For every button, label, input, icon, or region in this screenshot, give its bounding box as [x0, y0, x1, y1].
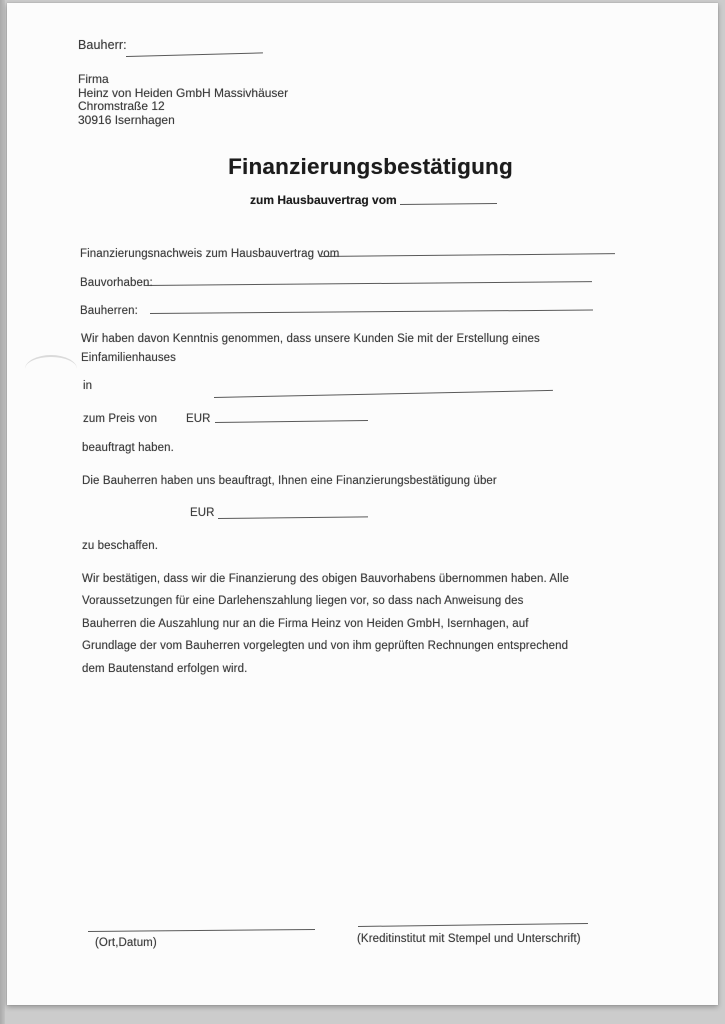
confirm-line: Grundlage der vom Bauherren vorgelegten und von ihm geprüften Rechnungen entsprechend	[82, 640, 569, 653]
beauftragt-text: beauftragt haben.	[82, 442, 174, 454]
kenntnis-line: Wir haben davon Kenntnis genommen, dass unsere Kunden Sie mit der Erstellung eines	[81, 333, 540, 345]
auftrag-text: Die Bauherren haben uns beauftragt, Ihnen eine Finanzierungsbestätigung über	[82, 475, 497, 487]
recipient-line-city: 30916 Isernhagen	[78, 112, 175, 127]
in-label: in	[83, 380, 93, 392]
bauherren-label: Bauherren:	[80, 305, 138, 317]
recipient-address	[78, 73, 288, 127]
nachweis-fill-line	[320, 253, 615, 257]
subtitle-date-fill-line	[400, 203, 497, 205]
confirm-line: Wir bestätigen, dass wir die Finanzierung des obigen Bauvorhabens übernommen haben. Alle	[82, 573, 569, 585]
document-subtitle: zum Hausbauvertrag vom	[250, 193, 397, 207]
recipient-line-firma: Firma	[78, 72, 109, 86]
recipient-line-street: Chromstraße 12	[78, 99, 165, 114]
kenntnis-line: Einfamilienhauses	[81, 352, 177, 364]
kreditinstitut-label: (Kreditinstitut mit Stempel und Unterschrift)	[357, 933, 581, 945]
eur-label: EUR	[186, 413, 211, 425]
bauvorhaben-fill-line	[145, 281, 592, 286]
kenntnis-paragraph	[81, 330, 540, 368]
confirm-line: Voraussetzungen für eine Darlehenszahlung liegen vor, so dass nach Anweisung des	[82, 595, 524, 608]
document-page	[7, 3, 718, 1005]
bauherr-fill-line	[126, 52, 263, 57]
beschaffen-text: zu beschaffen.	[82, 540, 158, 552]
confirm-paragraph	[82, 568, 569, 680]
bauherr-label: Bauherr:	[78, 38, 127, 52]
location-fill-line	[214, 390, 553, 398]
bauvorhaben-label: Bauvorhaben:	[80, 277, 153, 289]
signature-line-ort-datum	[88, 929, 315, 932]
confirm-line: dem Bautenstand erfolgen wird.	[82, 662, 248, 675]
recipient-line-company: Heinz von Heiden GmbH Massivhäuser	[78, 85, 289, 100]
signature-line-kreditinstitut	[358, 923, 588, 927]
ort-datum-label: (Ort,Datum)	[95, 937, 157, 949]
eur2-label: EUR	[190, 507, 215, 519]
nachweis-label: Finanzierungsnachweis zum Hausbauvertrag vom	[80, 248, 340, 260]
amount-fill-line	[218, 516, 368, 519]
scan-artifact-mark	[25, 355, 77, 383]
document-title: Finanzierungsbestätigung	[228, 154, 513, 179]
preis-label: zum Preis von	[83, 413, 158, 425]
price-fill-line	[215, 420, 368, 423]
bauherren-fill-line	[150, 310, 593, 314]
confirm-line: Bauherren die Auszahlung nur an die Firma Heinz von Heiden GmbH, Isernhagen, auf	[82, 617, 529, 630]
scan-edge-shadow	[0, 0, 5, 1024]
